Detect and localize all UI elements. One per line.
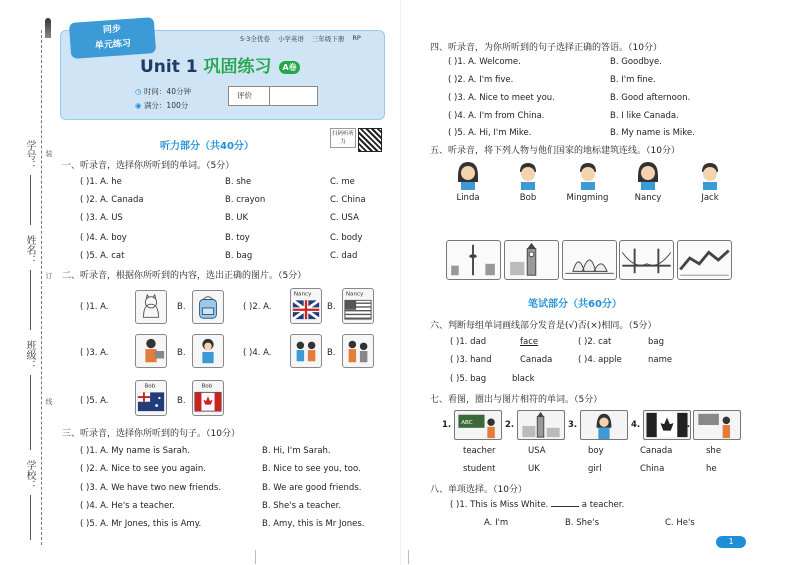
q7-word[interactable]: Canada: [640, 446, 673, 456]
q1-option-c: C. body: [330, 233, 363, 243]
question-5-title: 五、听录音，将下列人物与他们国家的地标建筑连线。（10分）: [430, 146, 680, 156]
q4-option-b: B. I'm fine.: [610, 75, 656, 85]
person-name: Bob: [519, 193, 537, 203]
evaluation-box[interactable]: [228, 86, 318, 106]
london-picture[interactable]: [517, 410, 565, 440]
person-bob[interactable]: [508, 160, 548, 203]
girl-picture[interactable]: [580, 410, 628, 440]
ribbon-line: 同步: [102, 24, 122, 36]
clock-icon: ◷: [135, 87, 144, 96]
subject-name: 小学英语: [277, 35, 304, 43]
q7-word[interactable]: USA: [528, 446, 546, 456]
person-name: Nancy: [634, 193, 662, 203]
q4-option-b: B. Good afternoon.: [610, 93, 691, 103]
q6-item: ( )1. dad: [450, 337, 487, 347]
person-mingming[interactable]: [565, 160, 610, 203]
q6-word: Canada: [520, 355, 553, 365]
q2-option-b: B.: [177, 302, 186, 312]
q6-item: ( )3. hand: [450, 355, 492, 365]
q3-option-b: B. Amy, this is Mr Jones.: [262, 519, 365, 529]
person-jack[interactable]: [690, 160, 730, 203]
q3-option-b: B. Nice to see you, too.: [262, 464, 361, 474]
boy-icon: [696, 160, 724, 190]
q1-option-c: C. China: [330, 195, 366, 205]
person-name: Jack: [701, 193, 719, 203]
q8-option-b: B. She's: [565, 518, 600, 528]
question-2-title: 二、听录音，根据你所听到的内容，选出正确的图片。（5分）: [62, 271, 307, 281]
nancy-caption: Nancy: [293, 291, 312, 298]
q4-option-b: B. My name is Mike.: [610, 128, 695, 138]
q3-item: ( )4. A. He's a teacher.: [80, 501, 175, 511]
q3-item: ( )1. A. My name is Sarah.: [80, 446, 190, 456]
teacher-picture[interactable]: [135, 334, 167, 368]
listening-section-title: 听力部分（共40分）: [160, 141, 254, 152]
q7-word[interactable]: student: [463, 464, 496, 474]
q6-item: ( )5. bag: [450, 374, 487, 384]
school-label: 学校：: [24, 460, 35, 490]
australia-flag-picture[interactable]: [135, 380, 167, 416]
qr-code-icon[interactable]: [358, 128, 382, 152]
q8-option-c: C. He's: [665, 518, 695, 528]
opera-house-picture[interactable]: [562, 240, 617, 280]
q7-word[interactable]: girl: [588, 464, 602, 474]
page-number: 1: [716, 536, 746, 548]
q3-option-b: B. She's a teacher.: [262, 501, 342, 511]
question-7-title: 七、看图，圈出与图片相符的单词。（5分）: [430, 395, 603, 405]
score-text: 满分：100分: [143, 101, 189, 110]
q6-word: black: [512, 374, 535, 384]
binding-mark: 装: [45, 150, 53, 157]
boy-icon: [514, 160, 542, 190]
crop-mark: [255, 550, 256, 564]
question-4-title: 四、听录音，为你所听到的句子选择正确的答语。（10分）: [430, 43, 662, 53]
class-label: 班级：: [24, 340, 35, 370]
person-name: Linda: [456, 193, 480, 203]
qr-label: 扫码听听力: [330, 128, 356, 148]
q6-word: bag: [648, 337, 664, 347]
q7-word[interactable]: boy: [588, 446, 604, 456]
cn-tower-picture[interactable]: [446, 240, 501, 280]
q3-item: ( )2. A. Nice to see you again.: [80, 464, 206, 474]
classroom-picture[interactable]: [454, 410, 502, 440]
canada-flag-picture[interactable]: [192, 380, 224, 416]
page-title: [140, 52, 300, 77]
q7-word[interactable]: teacher: [463, 446, 496, 456]
edition-name: RP: [352, 34, 361, 42]
q2-item: ( )3. A.: [80, 348, 109, 358]
q2-item: ( )1. A.: [80, 302, 109, 312]
evaluation-divider: [269, 87, 270, 105]
q2-item: ( )5. A.: [80, 396, 109, 406]
binding-mark: 订: [45, 272, 53, 279]
q4-item: ( )3. A. Nice to meet you.: [448, 93, 555, 103]
q1-option-b: B. bag: [225, 251, 253, 261]
q7-number: 1.: [442, 420, 452, 430]
school-line[interactable]: [30, 495, 31, 540]
question-3-title: 三、听录音，选择你所听到的句子。（10分）: [62, 429, 240, 439]
q2-item: ( )2. A.: [243, 302, 272, 312]
binding-mark: 线: [45, 398, 53, 405]
q4-item: ( )4. A. I'm from China.: [448, 111, 545, 121]
crop-mark: [408, 550, 409, 564]
question-1-title: 一、听录音，选择你所听到的单词。（5分）: [62, 161, 235, 171]
time-info: [135, 86, 191, 97]
q1-option-b: B. UK: [225, 213, 249, 223]
q6-item: ( )2. cat: [578, 337, 612, 347]
q1-option-b: B. toy: [225, 233, 250, 243]
book-info: [240, 34, 380, 46]
q7-number: 4.: [631, 420, 641, 430]
q1-option-b: B. crayon: [225, 195, 266, 205]
q7-number: 3.: [568, 420, 578, 430]
series-name: 5·3全优卷: [240, 35, 270, 43]
q2-option-b: B.: [177, 396, 186, 406]
binding-line: [41, 30, 42, 545]
q7-number: 2.: [505, 420, 515, 430]
answer-blank[interactable]: [551, 506, 579, 507]
q8-stem: [450, 500, 624, 510]
person-nancy[interactable]: [628, 160, 668, 203]
ribbon-line: 单元练习: [94, 38, 132, 52]
q1-option-c: C. me: [330, 177, 355, 187]
class-line[interactable]: [30, 375, 31, 450]
friends-picture[interactable]: [290, 334, 322, 368]
q2-option-b: B.: [177, 348, 186, 358]
cat-picture[interactable]: [135, 290, 167, 324]
q2-option-b: B.: [327, 302, 336, 312]
q7-word[interactable]: she: [706, 446, 722, 456]
q3-option-b: B. Hi, I'm Sarah.: [262, 446, 331, 456]
q8-option-a: A. I'm: [484, 518, 509, 528]
center-fold: [400, 0, 401, 565]
practice-name: 巩固练习: [203, 57, 272, 77]
q1-item: ( )4. A. boy: [80, 233, 127, 243]
person-linda[interactable]: [448, 160, 488, 203]
q1-item: ( )3. A. US: [80, 213, 123, 223]
unit-name: Unit 1: [140, 57, 198, 77]
grade-name: 三年级下册: [311, 35, 345, 43]
q7-word[interactable]: he: [706, 464, 717, 474]
q1-option-b: B. she: [225, 177, 252, 187]
q4-option-b: B. I like Canada.: [610, 111, 679, 121]
name-label: 姓名：: [24, 235, 35, 265]
student-id-label: 学号：: [24, 140, 35, 170]
q7-word[interactable]: China: [640, 464, 665, 474]
written-section-title: 笔试部分（共60分）: [528, 299, 622, 310]
golden-gate-picture[interactable]: [619, 240, 674, 280]
time-text: 时间：40分钟: [143, 87, 191, 96]
q4-item: ( )5. A. Hi, I'm Mike.: [448, 128, 532, 138]
us-flag-picture[interactable]: [342, 288, 374, 324]
person-name: Mingming: [566, 193, 609, 203]
medal-icon: ◉: [135, 101, 144, 110]
schoolbag-picture[interactable]: [192, 290, 224, 324]
q1-item: ( )5. A. cat: [80, 251, 125, 261]
bob-caption: Bob: [201, 383, 213, 390]
q4-item: ( )2. A. I'm five.: [448, 75, 514, 85]
student-id-line[interactable]: [30, 175, 31, 225]
q6-word: name: [648, 355, 673, 365]
uk-flag-picture[interactable]: [290, 288, 322, 324]
q3-option-b: B. We are good friends.: [262, 483, 362, 493]
greeting-picture[interactable]: [342, 334, 374, 368]
q1-item: ( )2. A. Canada: [80, 195, 144, 205]
q1-option-c: C. USA: [330, 213, 359, 223]
girl-icon: [454, 160, 482, 190]
q4-option-b: B. Goodbye.: [610, 57, 662, 67]
teacher-man-picture[interactable]: [693, 410, 741, 440]
boy-picture[interactable]: [192, 334, 224, 368]
boy-icon: [574, 160, 602, 190]
q8-stem-start: ( )1. This is Miss White.: [450, 500, 549, 510]
q2-option-b: B.: [327, 348, 336, 358]
q6-word: face: [520, 337, 539, 347]
nancy-caption: Nancy: [345, 291, 364, 298]
blackboard-text: ABC: [461, 420, 473, 427]
q2-item: ( )4. A.: [243, 348, 272, 358]
q7-number: 5.: [681, 420, 691, 430]
score-info: [135, 100, 188, 111]
q1-item: ( )1. A. he: [80, 177, 122, 187]
great-wall-picture[interactable]: [677, 240, 732, 280]
question-6-title: 六、判断每组单词画线部分发音是(√)否(×)相同。（5分）: [430, 321, 657, 331]
bob-caption: Bob: [144, 383, 156, 390]
name-line[interactable]: [30, 270, 31, 330]
q8-stem-end: a teacher.: [581, 500, 625, 510]
q1-option-c: C. dad: [330, 251, 358, 261]
version-badge: A卷: [279, 61, 299, 74]
q4-item: ( )1. A. Welcome.: [448, 57, 521, 67]
q7-word[interactable]: UK: [528, 464, 540, 474]
q3-item: ( )5. A. Mr Jones, this is Amy.: [80, 519, 202, 529]
pencil-icon: [45, 18, 51, 38]
evaluation-label: 评价: [237, 91, 252, 100]
question-8-title: 八、单项选择。（10分）: [430, 485, 527, 495]
girl-icon: [634, 160, 662, 190]
q3-item: ( )3. A. We have two new friends.: [80, 483, 222, 493]
q6-item: ( )4. apple: [578, 355, 622, 365]
big-ben-picture[interactable]: [504, 240, 559, 280]
